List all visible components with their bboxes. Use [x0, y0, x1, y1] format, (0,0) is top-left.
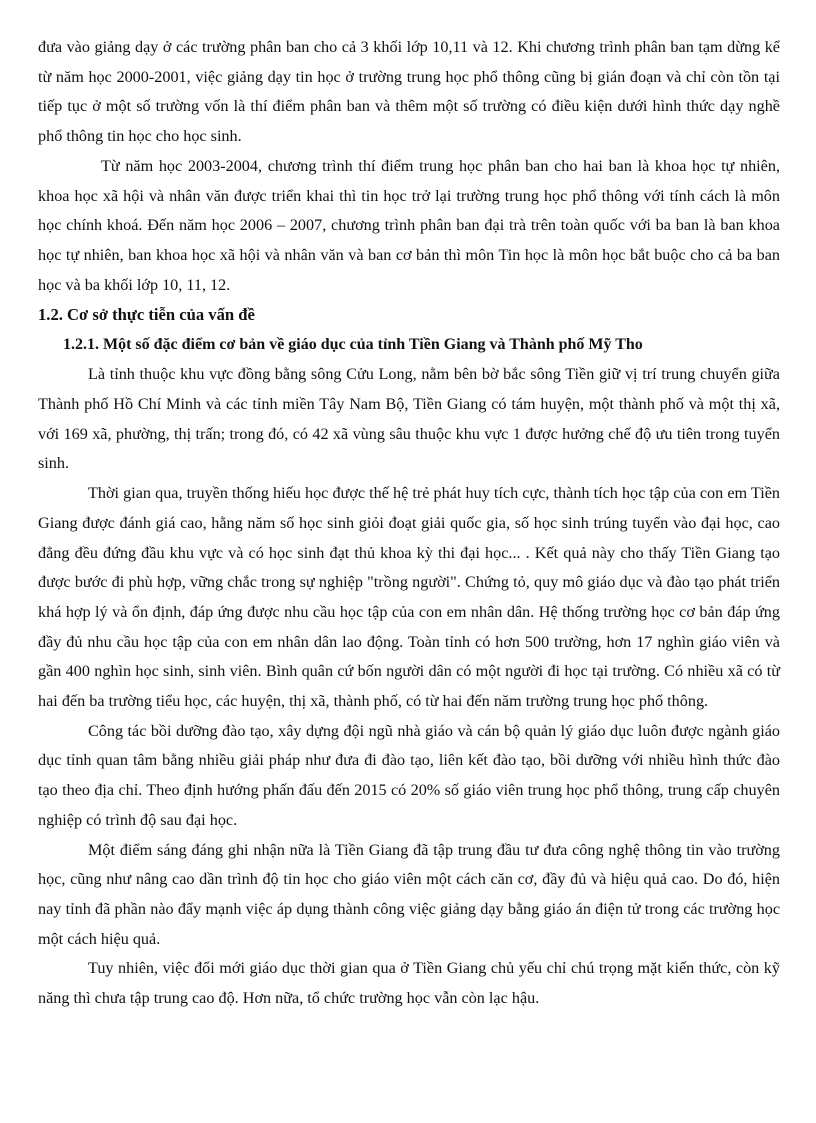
- section-heading: 1.2. Cơ sở thực tiễn của vấn đề: [38, 305, 255, 325]
- document-page: [38, 33, 780, 1014]
- paragraph-achievements: Thời gian qua, truyền thống hiếu học được thế hệ trẻ phát huy tích cực, thành tích học tập của con em Tiền Giang được đánh giá cao, hằng năm số học sinh giỏi đoạt giải quốc gia, số học sinh trúng tuyển vào đại học, cao đẳng đều đứng đầu khu vực và có học sinh đạt thủ khoa kỳ thi đại học... . Kết quả này cho thấy Tiền Giang tạo được bước đi phù hợp, vững chắc trong sự nghiệp "trồng người". Chứng tỏ, quy mô giáo dục và đào tạo phát triển khá hợp lý và ổn định, đáp ứng được nhu cầu học tập của con em nhân dân. Hệ thống trường học cơ bản đáp ứng đầy đủ nhu cầu học tập của con em nhân dân lao động. Toàn tỉnh có hơn 500 trường, hơn 17 nghìn giáo viên và gần 400 nghìn học sinh, sinh viên. Bình quân cứ bốn người dân có một người đi học tại trường. Có nhiều xã có từ hai đến ba trường tiểu học, các huyện, thị xã, thành phố, có từ hai đến năm trường trung học phổ thông.: [38, 484, 780, 711]
- paragraph-teacher-training: Công tác bồi dưỡng đào tạo, xây dựng đội ngũ nhà giáo và cán bộ quản lý giáo dục luôn được ngành giáo dục tỉnh quan tâm bằng nhiều giải pháp như đưa đi đào tạo, liên kết đào tạo, bồi dưỡng với nhiều hình thức đào tạo theo địa chỉ. Theo định hướng phấn đấu đến 2015 có 20% số giáo viên trung học phổ thông, trung cấp chuyên nghiệp có trình độ sau đại học.: [38, 721, 780, 829]
- paragraph-geography: Là tỉnh thuộc khu vực đồng bằng sông Cửu Long, nằm bên bờ bắc sông Tiền giữ vị trí trung chuyển giữa Thành phố Hồ Chí Minh và các tỉnh miền Tây Nam Bộ, Tiền Giang có tám huyện, một thành phố và một thị xã, với 169 xã, phường, thị trấn; trong đó, có 42 xã vùng sâu thuộc khu vực 1 được hưởng chế độ ưu tiên trong tuyển sinh.: [38, 365, 780, 473]
- paragraph-continued: đưa vào giảng dạy ở các trường phân ban cho cả 3 khối lớp 10,11 và 12. Khi chương trình phân ban tạm dừng kể từ năm học 2000-2001, việc giảng dạy tin học ở trường trung học phổ thông cũng bị gián đoạn và chỉ còn tồn tại tiếp tục ở một số trường vốn là thí điểm phân ban và thêm một số trường có điều kiện dưới hình thức dạy nghề phổ thông tin học cho học sinh.: [38, 38, 780, 146]
- subsection-heading: 1.2.1. Một số đặc điểm cơ bản về giáo dục của tỉnh Tiền Giang và Thành phố Mỹ Tho: [63, 336, 643, 354]
- paragraph-curriculum-history: Từ năm học 2003-2004, chương trình thí điểm trung học phân ban cho hai ban là khoa học tự nhiên, khoa học xã hội và nhân văn được triển khai thì tin học trở lại trường trung học phổ thông với tính cách là môn học chính khoá. Đến năm học 2006 – 2007, chương trình phân ban đại trà trên toàn quốc với ba ban là ban khoa học tự nhiên, ban khoa học xã hội và nhân văn và ban cơ bản thì môn Tin học là môn học bắt buộc cho cả ba ban học và ba khối lớp 10, 11, 12.: [38, 156, 780, 294]
- paragraph-it-investment: Một điểm sáng đáng ghi nhận nữa là Tiền Giang đã tập trung đầu tư đưa công nghệ thông tin vào trường học, cũng như nâng cao dần trình độ tin học cho giáo viên một cách căn cơ, đầy đủ và hiệu quả cao. Do đó, hiện nay tỉnh đã phần nào đẩy mạnh việc áp dụng thành công việc giảng dạy bằng giáo án điện tử trong các trường học một cách hiệu quả.: [38, 840, 780, 948]
- paragraph-limitations: Tuy nhiên, việc đổi mới giáo dục thời gian qua ở Tiền Giang chủ yếu chỉ chú trọng mặt kiến thức, còn kỹ năng thì chưa tập trung cao độ. Hơn nữa, tổ chức trường học vẫn còn lạc hậu.: [38, 959, 780, 1008]
